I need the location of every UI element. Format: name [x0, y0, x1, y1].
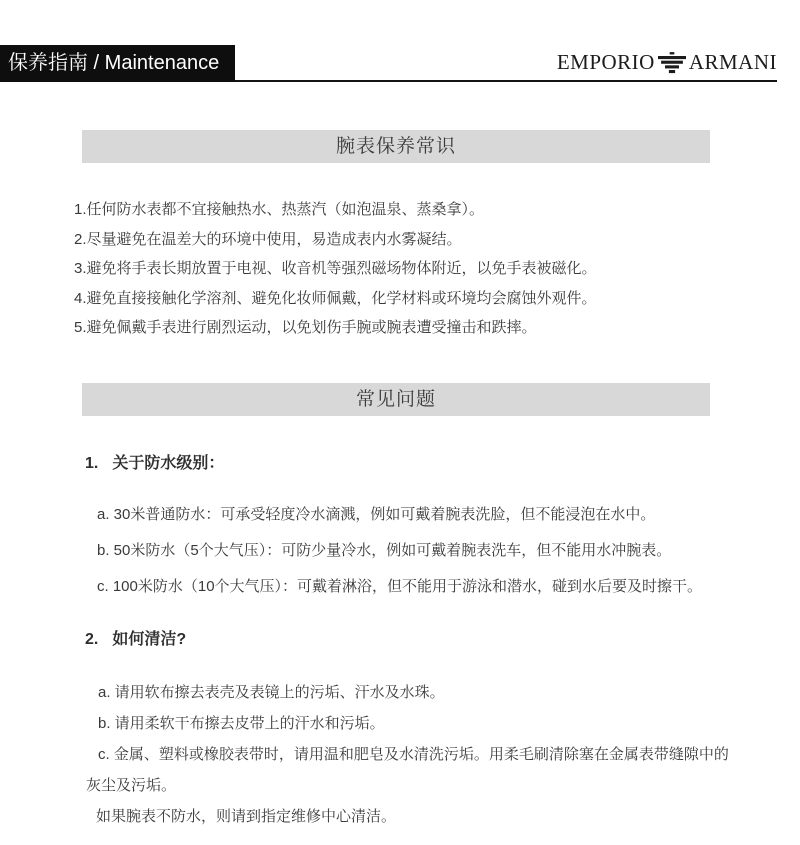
faq-question-1-number: 1.	[85, 454, 99, 472]
faq-item: a. 请用软布擦去表壳及表镜上的污垢、汗水及水珠。	[98, 683, 445, 701]
care-item: 5.避免佩戴手表进行剧烈运动，以免划伤手腕或腕表遭受撞击和跌摔。	[74, 319, 537, 336]
section-tab	[0, 45, 235, 82]
faq-item: b. 50米防水（5个大气压）：可防少量冷水，例如可戴着腕表洗车，但不能用水冲腕表。	[97, 541, 672, 559]
care-item: 3.避免将手表长期放置于电视、收音机等强烈磁场物体附近，以免手表被磁化。	[74, 260, 597, 277]
faq-item: c. 100米防水（10个大气压）：可戴着淋浴，但不能用于游泳和潜水，碰到水后要及时擦干。	[97, 577, 703, 595]
brand-word-armani: ARMANI	[688, 50, 777, 74]
care-section-title-bar	[82, 130, 710, 163]
faq-item: c. 金属、塑料或橡胶表带时，请用温和肥皂及水清洗污垢。用柔毛刷清除塞在金属表带缝隙中的灰尘及污垢。	[86, 745, 729, 794]
page	[0, 45, 800, 832]
brand-logo	[557, 50, 777, 75]
care-section-title: 腕表保养常识	[335, 136, 456, 157]
faq-question-1-heading	[85, 450, 800, 473]
faq-item: a. 30米普通防水：可承受轻度冷水滴溅，例如可戴着腕表洗脸，但不能浸泡在水中。	[97, 505, 656, 523]
section-tab-label: 保养指南 / Maintenance	[8, 52, 220, 74]
faq-question-2-title: 如何清洁?	[112, 630, 187, 648]
care-item: 1.任何防水表都不宜接触热水、热蒸汽（如泡温泉、蒸桑拿）。	[74, 201, 485, 218]
header	[0, 45, 777, 82]
brand-word-emporio: EMPORIO	[556, 50, 655, 74]
faq-question-1-title: 关于防水级别：	[112, 454, 225, 472]
faq-question-2-items	[86, 677, 742, 801]
armani-eagle-icon	[658, 52, 686, 74]
faq-question-2-heading	[85, 626, 800, 649]
care-item: 4.避免直接接触化学溶剂、避免化妆师佩戴，化学材料或环境均会腐蚀外观件。	[74, 289, 597, 307]
care-list	[74, 195, 740, 343]
faq-note: 如果腕表不防水，则请到指定维修中心清洁。	[96, 807, 397, 825]
faq-question-2-number: 2.	[85, 630, 99, 648]
care-item: 2.尽量避免在温差大的环境中使用，易造成表内水雾凝结。	[74, 230, 462, 248]
faq-section-title-bar	[82, 383, 710, 416]
faq-item: b. 请用柔软干布擦去皮带上的汗水和污垢。	[98, 714, 385, 732]
faq-question-1-items	[97, 497, 745, 605]
faq-section-title: 常见问题	[355, 388, 436, 410]
